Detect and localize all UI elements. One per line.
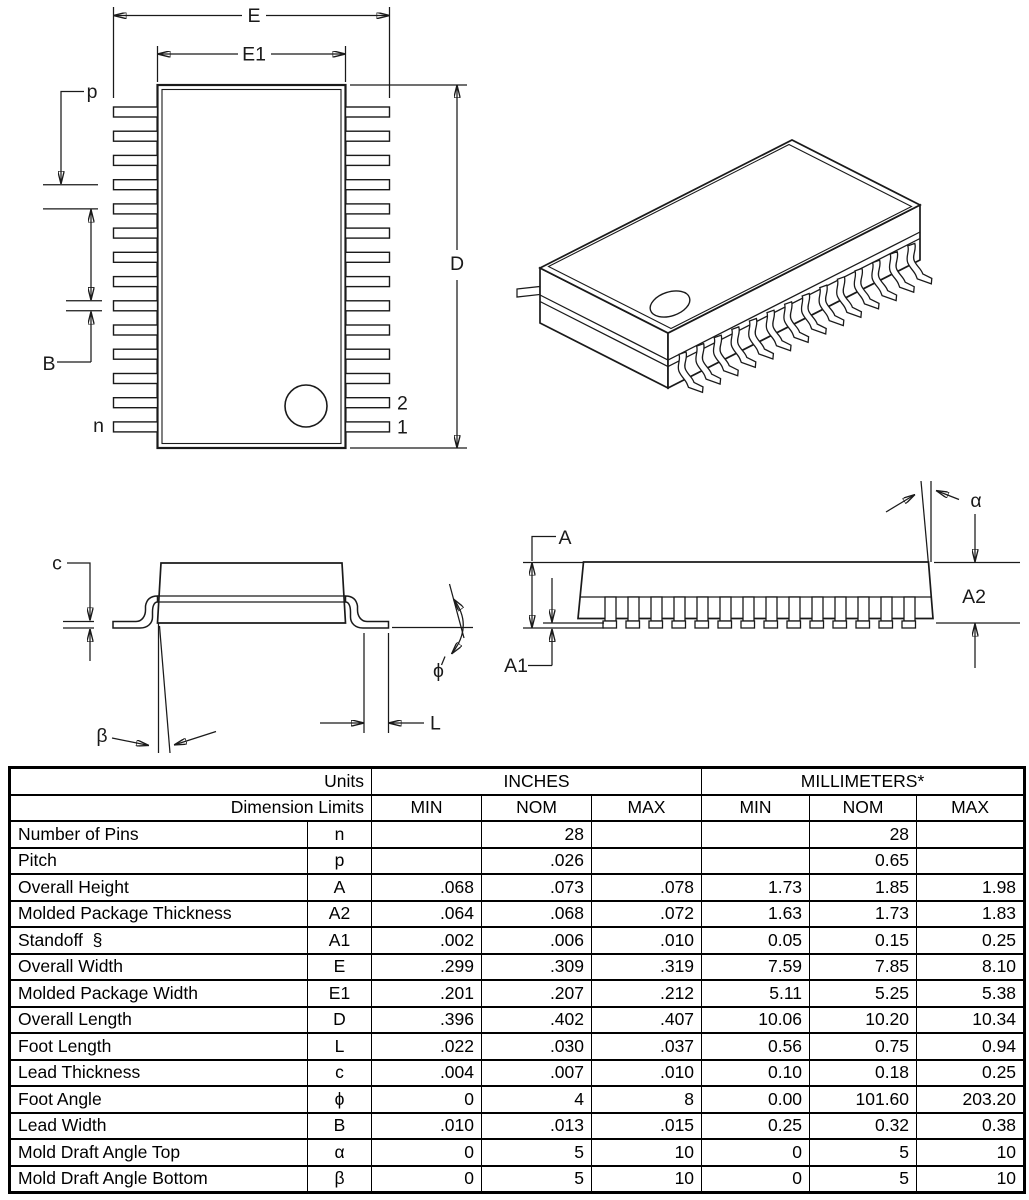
td-name: Overall Length <box>10 1007 308 1034</box>
td-name: Molded Package Thickness <box>10 901 308 928</box>
td-mm-nom: 1.85 <box>810 874 917 901</box>
td-in-nom: 28 <box>482 821 592 848</box>
td-mm-max <box>917 848 1025 875</box>
td-name: Number of Pins <box>10 821 308 848</box>
td-symbol: E <box>308 954 372 981</box>
td-mm-min: 10.06 <box>702 1007 810 1034</box>
table-row <box>10 927 1025 954</box>
td-name: Lead Width <box>10 1113 308 1140</box>
td-mm-min: 0 <box>702 1139 810 1166</box>
td-in-min: 0 <box>372 1166 482 1193</box>
td-in-nom: .013 <box>482 1113 592 1140</box>
table-row <box>10 1086 1025 1113</box>
td-symbol: n <box>308 821 372 848</box>
units-header-cell: Units <box>10 768 372 795</box>
td-symbol: A <box>308 874 372 901</box>
td-mm-min: 0.10 <box>702 1060 810 1087</box>
td-name: Mold Draft Angle Bottom <box>10 1166 308 1193</box>
td-name: Overall Width <box>10 954 308 981</box>
td-in-nom: .309 <box>482 954 592 981</box>
table-row <box>10 901 1025 928</box>
td-mm-nom: 0.18 <box>810 1060 917 1087</box>
td-in-max <box>592 848 702 875</box>
td-symbol: A1 <box>308 927 372 954</box>
dim-molded-thickness-A2 <box>934 514 1020 668</box>
td-symbol: E1 <box>308 980 372 1007</box>
td-name: Molded Package Width <box>10 980 308 1007</box>
td-in-nom: 4 <box>482 1086 592 1113</box>
td-in-nom: .030 <box>482 1033 592 1060</box>
td-in-nom: .068 <box>482 901 592 928</box>
td-mm-max: 5.38 <box>917 980 1025 1007</box>
dim-label-L: L <box>430 712 441 735</box>
td-name: Standoff § <box>10 927 308 954</box>
td-mm-min: 1.63 <box>702 901 810 928</box>
td-in-max <box>592 821 702 848</box>
td-in-nom: .006 <box>482 927 592 954</box>
td-mm-min: 0.05 <box>702 927 810 954</box>
table-row <box>10 954 1025 981</box>
td-mm-max: 0.25 <box>917 1060 1025 1087</box>
td-mm-max: 0.38 <box>917 1113 1025 1140</box>
dim-label-E1: E1 <box>242 43 266 66</box>
td-in-min: .299 <box>372 954 482 981</box>
td-mm-nom: 10.20 <box>810 1007 917 1034</box>
td-mm-min: 5.11 <box>702 980 810 1007</box>
td-in-nom: .073 <box>482 874 592 901</box>
td-in-max: .010 <box>592 927 702 954</box>
td-mm-min <box>702 848 810 875</box>
td-mm-max: 10 <box>917 1166 1025 1193</box>
td-in-max: .015 <box>592 1113 702 1140</box>
col-header-nom: NOM <box>810 795 917 822</box>
td-mm-nom: 0.32 <box>810 1113 917 1140</box>
dim-label-A2: A2 <box>962 586 986 608</box>
td-in-max: .407 <box>592 1007 702 1034</box>
td-in-min: .004 <box>372 1060 482 1087</box>
td-symbol: β <box>308 1166 372 1193</box>
td-in-max: .319 <box>592 954 702 981</box>
left-pins <box>114 107 158 432</box>
td-in-max: 10 <box>592 1139 702 1166</box>
dim-label-E: E <box>247 5 261 27</box>
td-mm-max <box>917 821 1025 848</box>
td-symbol: ϕ <box>308 1086 372 1113</box>
table-row <box>10 1139 1025 1166</box>
td-in-max: .212 <box>592 980 702 1007</box>
dimensions-table <box>8 766 1026 1194</box>
td-mm-max: 203.20 <box>917 1086 1025 1113</box>
td-mm-nom: 7.85 <box>810 954 917 981</box>
dim-mold-draft-top-alpha <box>886 481 982 562</box>
td-symbol: A2 <box>308 901 372 928</box>
dim-label-A1: A1 <box>504 655 528 677</box>
td-symbol: L <box>308 1033 372 1060</box>
dim-label-B: B <box>42 353 56 375</box>
table-row <box>10 848 1025 875</box>
td-in-max: .078 <box>592 874 702 901</box>
table-row <box>10 1033 1025 1060</box>
table-row <box>10 1060 1025 1087</box>
td-mm-min: 0.00 <box>702 1086 810 1113</box>
dim-label-alpha: α <box>970 490 982 512</box>
td-in-min: .022 <box>372 1033 482 1060</box>
td-mm-max: 1.83 <box>917 901 1025 928</box>
td-mm-min <box>702 821 810 848</box>
dim-foot-angle-phi <box>392 584 473 682</box>
package-body-outline <box>158 85 346 448</box>
table-row <box>10 821 1025 848</box>
dimension-limits-header-cell: Dimension Limits <box>10 795 372 822</box>
millimeters-header-cell: MILLIMETERS* <box>702 768 1025 795</box>
td-in-min: 0 <box>372 1086 482 1113</box>
td-in-max: 10 <box>592 1166 702 1193</box>
dim-lead-thickness-c <box>52 553 94 662</box>
td-name: Foot Angle <box>10 1086 308 1113</box>
dim-label-p: p <box>86 81 98 103</box>
td-mm-nom: 5 <box>810 1139 917 1166</box>
left-gull-wing-lead <box>113 596 158 628</box>
td-mm-nom: 0.75 <box>810 1033 917 1060</box>
td-in-nom: 5 <box>482 1139 592 1166</box>
col-header-min: MIN <box>372 795 482 822</box>
td-name: Overall Height <box>10 874 308 901</box>
dim-mold-draft-bottom-beta <box>96 623 216 753</box>
td-mm-nom: 28 <box>810 821 917 848</box>
td-in-nom: .402 <box>482 1007 592 1034</box>
td-name: Mold Draft Angle Top <box>10 1139 308 1166</box>
td-mm-max: 1.98 <box>917 874 1025 901</box>
td-mm-nom: 0.15 <box>810 927 917 954</box>
td-in-min <box>372 848 482 875</box>
td-symbol: α <box>308 1139 372 1166</box>
td-mm-max: 10 <box>917 1139 1025 1166</box>
package-body-side <box>158 563 346 623</box>
td-mm-min: 7.59 <box>702 954 810 981</box>
table-row <box>10 1113 1025 1140</box>
td-mm-min: 1.73 <box>702 874 810 901</box>
td-mm-max: 0.94 <box>917 1033 1025 1060</box>
td-symbol: c <box>308 1060 372 1087</box>
dim-label-D: D <box>449 253 465 275</box>
side-view-height-detail <box>504 481 1020 677</box>
td-in-nom: .007 <box>482 1060 592 1087</box>
table-row <box>10 874 1025 901</box>
td-mm-max: 8.10 <box>917 954 1025 981</box>
td-mm-max: 10.34 <box>917 1007 1025 1034</box>
isometric-view <box>517 140 932 392</box>
dim-label-c: c <box>52 552 62 575</box>
td-in-min: 0 <box>372 1139 482 1166</box>
td-in-max: .072 <box>592 901 702 928</box>
dim-lead-width-B <box>42 301 102 375</box>
td-mm-nom: 5 <box>810 1166 917 1193</box>
pin-n-label: n <box>93 415 104 437</box>
td-name: Foot Length <box>10 1033 308 1060</box>
dim-molded-width-E1 <box>158 44 346 83</box>
pin-1-label: 1 <box>397 416 408 439</box>
pin-2-label: 2 <box>397 392 408 415</box>
col-header-min: MIN <box>702 795 810 822</box>
dim-label-beta: β <box>96 725 108 747</box>
td-in-min: .010 <box>372 1113 482 1140</box>
td-mm-max: 0.25 <box>917 927 1025 954</box>
td-in-max: 8 <box>592 1086 702 1113</box>
td-symbol: p <box>308 848 372 875</box>
col-header-nom: NOM <box>482 795 592 822</box>
td-mm-nom: 5.25 <box>810 980 917 1007</box>
td-mm-nom: 101.60 <box>810 1086 917 1113</box>
td-in-nom: .026 <box>482 848 592 875</box>
top-view <box>42 5 467 448</box>
td-in-nom: .207 <box>482 980 592 1007</box>
col-header-max: MAX <box>592 795 702 822</box>
td-in-min: .201 <box>372 980 482 1007</box>
dim-foot-length-L <box>320 633 441 735</box>
right-pins <box>346 107 390 432</box>
td-in-min: .064 <box>372 901 482 928</box>
table-row <box>10 980 1025 1007</box>
td-mm-nom: 1.73 <box>810 901 917 928</box>
td-mm-min: 0.56 <box>702 1033 810 1060</box>
right-gull-wing-lead <box>346 596 389 628</box>
td-mm-nom: 0.65 <box>810 848 917 875</box>
side-view-foot-detail <box>52 553 473 754</box>
table-row <box>10 1166 1025 1193</box>
dim-pitch-p <box>43 81 98 300</box>
table-row <box>10 1007 1025 1034</box>
td-in-min <box>372 821 482 848</box>
dim-label-phi: ϕ <box>433 660 444 682</box>
dim-label-A: A <box>558 527 572 549</box>
td-name: Lead Thickness <box>10 1060 308 1087</box>
td-in-max: .010 <box>592 1060 702 1087</box>
back-side-lead <box>517 287 540 298</box>
td-in-nom: 5 <box>482 1166 592 1193</box>
td-in-min: .068 <box>372 874 482 901</box>
td-symbol: D <box>308 1007 372 1034</box>
td-in-max: .037 <box>592 1033 702 1060</box>
td-mm-min: 0.25 <box>702 1113 810 1140</box>
col-header-max: MAX <box>917 795 1025 822</box>
table-header-units-row <box>10 768 1025 795</box>
td-symbol: B <box>308 1113 372 1140</box>
table-header-limits-row <box>10 795 1025 822</box>
td-in-min: .396 <box>372 1007 482 1034</box>
td-name: Pitch <box>10 848 308 875</box>
td-in-min: .002 <box>372 927 482 954</box>
td-mm-min: 0 <box>702 1166 810 1193</box>
inches-header-cell: INCHES <box>372 768 702 795</box>
